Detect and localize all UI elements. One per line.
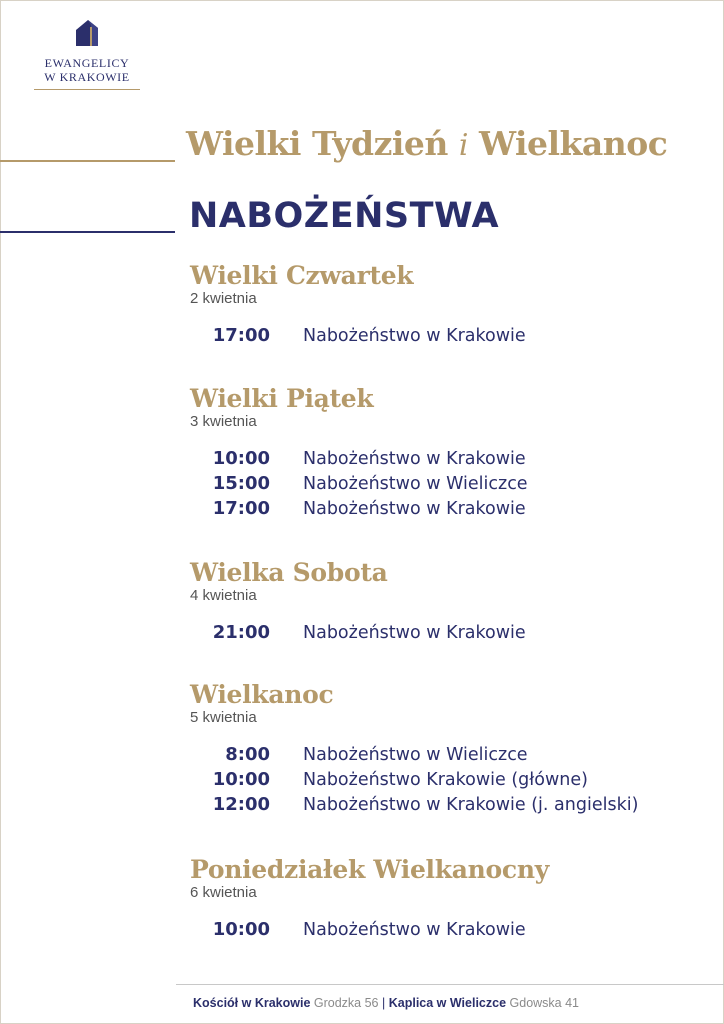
event-row	[190, 767, 638, 792]
footer-chapel-address: Gdowska 41	[509, 996, 580, 1010]
logo	[34, 18, 140, 90]
day-section	[190, 681, 638, 817]
logo-line-1: EWANGELICY	[44, 56, 130, 70]
event-description: Nabożeństwo w Krakowie	[303, 919, 526, 940]
footer-chapel-label: Kaplica w Wieliczce	[388, 996, 507, 1010]
event-time: 10:00	[212, 448, 270, 469]
event-row	[190, 917, 549, 942]
event-time: 15:00	[212, 473, 270, 494]
event-time: 17:00	[212, 498, 270, 519]
day-section	[190, 385, 528, 521]
event-description: Nabożeństwo w Krakowie (j. angielski)	[303, 794, 639, 815]
event-row	[190, 620, 526, 645]
event-time: 17:00	[212, 325, 270, 346]
day-date: 2 kwietnia	[190, 290, 257, 307]
footer	[193, 996, 579, 1010]
day-section	[190, 559, 526, 645]
day-date: 4 kwietnia	[190, 587, 257, 604]
day-name: Poniedziałek Wielkanocny	[190, 855, 549, 884]
event-row	[190, 446, 528, 471]
event-time: 12:00	[212, 794, 270, 815]
title-rule	[0, 160, 175, 162]
event-time: 21:00	[212, 622, 270, 643]
event-description: Nabożeństwo Krakowie (główne)	[303, 769, 588, 790]
title-connector: i	[458, 128, 468, 163]
day-name: Wielki Czwartek	[190, 261, 414, 290]
event-list	[190, 446, 528, 521]
event-description: Nabożeństwo w Wieliczce	[303, 473, 528, 494]
page-title	[186, 124, 667, 163]
day-section	[190, 856, 549, 942]
event-list	[190, 742, 638, 817]
event-time: 10:00	[212, 769, 270, 790]
event-description: Nabożeństwo w Krakowie	[303, 622, 526, 643]
title-part-2: Wielkanoc	[479, 124, 668, 163]
event-description: Nabożeństwo w Krakowie	[303, 498, 526, 519]
event-row	[190, 471, 528, 496]
footer-divider	[176, 984, 724, 985]
event-time: 10:00	[212, 919, 270, 940]
day-name: Wielki Piątek	[190, 384, 374, 413]
page-subtitle: NABOŻEŃSTWA	[189, 196, 500, 236]
day-date: 3 kwietnia	[190, 413, 257, 430]
footer-separator: |	[382, 996, 386, 1010]
event-time: 8:00	[225, 744, 270, 765]
event-description: Nabożeństwo w Wieliczce	[303, 744, 528, 765]
day-date: 6 kwietnia	[190, 884, 257, 901]
event-list	[190, 917, 549, 942]
day-name: Wielka Sobota	[190, 558, 388, 587]
subtitle-rule	[0, 231, 175, 233]
event-row	[190, 496, 528, 521]
event-list	[190, 323, 526, 348]
logo-line-2: W KRAKOWIE	[44, 70, 130, 84]
event-description: Nabożeństwo w Krakowie	[303, 325, 526, 346]
event-row	[190, 792, 638, 817]
footer-church-label: Kościół w Krakowie	[193, 996, 311, 1010]
day-section	[190, 262, 526, 348]
event-row	[190, 323, 526, 348]
title-part-1: Wielki Tydzień	[186, 124, 448, 163]
logo-text	[34, 56, 140, 84]
event-description: Nabożeństwo w Krakowie	[303, 448, 526, 469]
house-icon	[74, 18, 100, 48]
event-row	[190, 742, 638, 767]
footer-church-address: Grodzka 56	[313, 996, 379, 1010]
logo-underline	[34, 89, 140, 90]
day-date: 5 kwietnia	[190, 709, 257, 726]
day-name: Wielkanoc	[190, 680, 334, 709]
event-list	[190, 620, 526, 645]
